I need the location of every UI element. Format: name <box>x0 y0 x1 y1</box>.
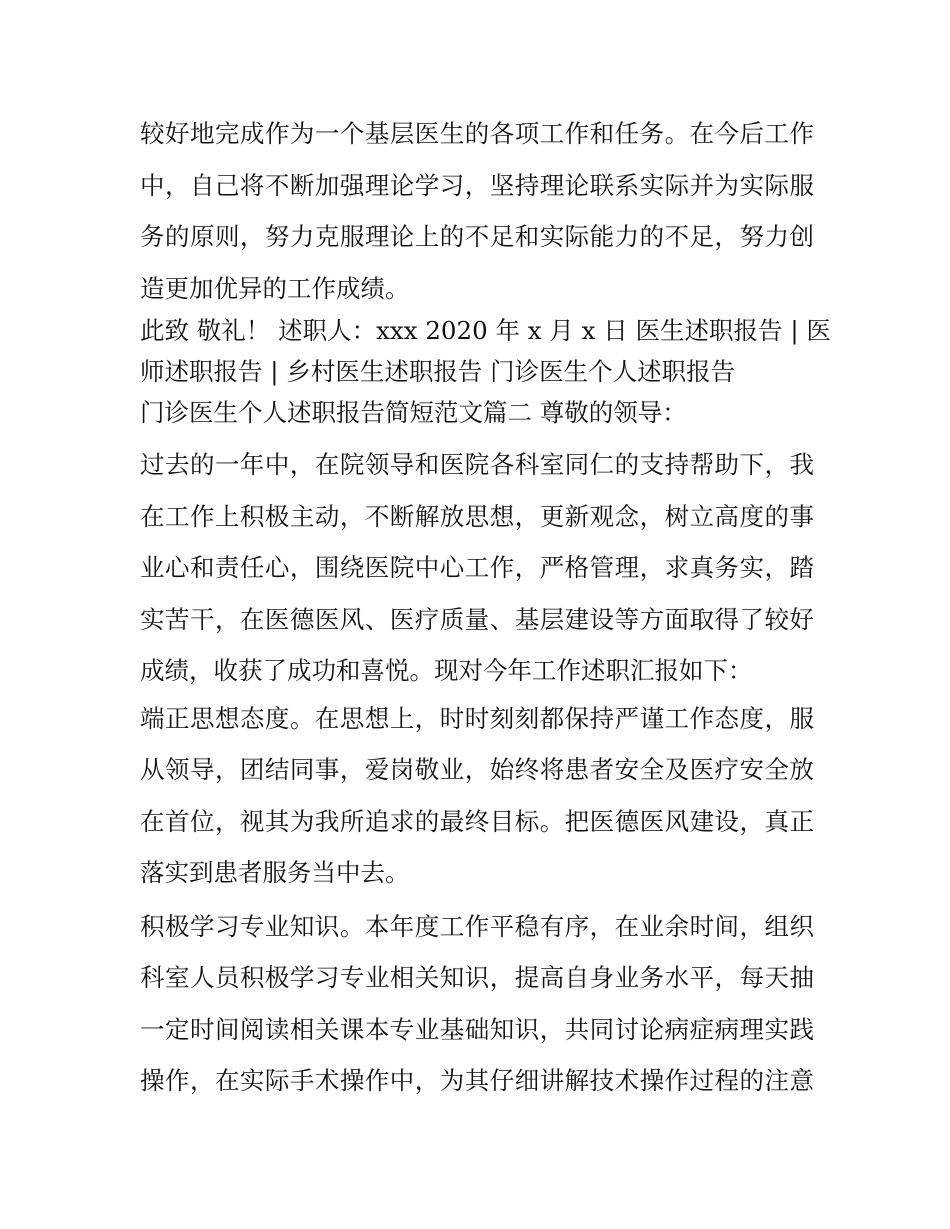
document-body <box>140 108 831 1107</box>
paragraph-1 <box>140 108 814 314</box>
text-line: 在工作上积极主动，不断解放思想，更新观念，树立高度的事 <box>140 501 814 531</box>
text-line: 业心和责任心，围绕医院中心工作，严格管理，求真务实，踏 <box>140 553 814 582</box>
text-line: 此致 敬礼！ 述职人：xxx 2020 年 x 月 x 日 医生述职报告 | 医 <box>140 316 831 345</box>
text-line: 操作，在实际手术操作中，为其仔细讲解技术操作过程的注意 <box>140 1066 814 1095</box>
text-line: 成绩，收获了成功和喜悦。现对今年工作述职汇报如下： <box>140 656 753 685</box>
text-line: 务的原则，努力克服理论上的不足和实际能力的不足，努力创 <box>140 222 814 251</box>
text-line: 过去的一年中，在院领导和医院各科室同仁的支持帮助下，我 <box>140 450 814 479</box>
text-line: 较好地完成作为一个基层医生的各项工作和任务。在今后工作 <box>140 119 814 148</box>
text-line: 积极学习专业知识。本年度工作平稳有序，在业余时间，组织 <box>140 911 814 941</box>
paragraph-2 <box>140 310 831 433</box>
text-line: 落实到患者服务当中去。 <box>140 858 410 887</box>
text-line: 师述职报告 | 乡村医生述职报告 门诊医生个人述职报告 <box>140 357 736 386</box>
text-line: 在首位，视其为我所追求的最终目标。把医德医风建设，真正 <box>140 806 814 836</box>
text-line: 科室人员积极学习专业相关知识，提高自身业务水平，每天抽 <box>140 963 814 992</box>
text-line: 一定时间阅读相关课本专业基础知识，共同讨论病症病理实践 <box>140 1014 814 1044</box>
paragraph-4 <box>140 693 814 899</box>
paragraph-5 <box>140 901 814 1107</box>
text-line: 造更加优异的工作成绩。 <box>140 273 410 303</box>
paragraph-3 <box>140 439 814 697</box>
text-line: 端正思想态度。在思想上，时时刻刻都保持严谨工作态度，服 <box>140 703 814 733</box>
text-line: 中，自己将不断加强理论学习，坚持理论联系实际并为实际服 <box>140 170 814 200</box>
text-line: 从领导，团结同事，爱岗敬业，始终将患者安全及医疗安全放 <box>140 755 814 784</box>
text-line: 门诊医生个人述职报告简短范文篇二 尊敬的领导： <box>140 398 687 427</box>
text-line: 实苦干，在医德医风、医疗质量、基层建设等方面取得了较好 <box>140 604 814 634</box>
